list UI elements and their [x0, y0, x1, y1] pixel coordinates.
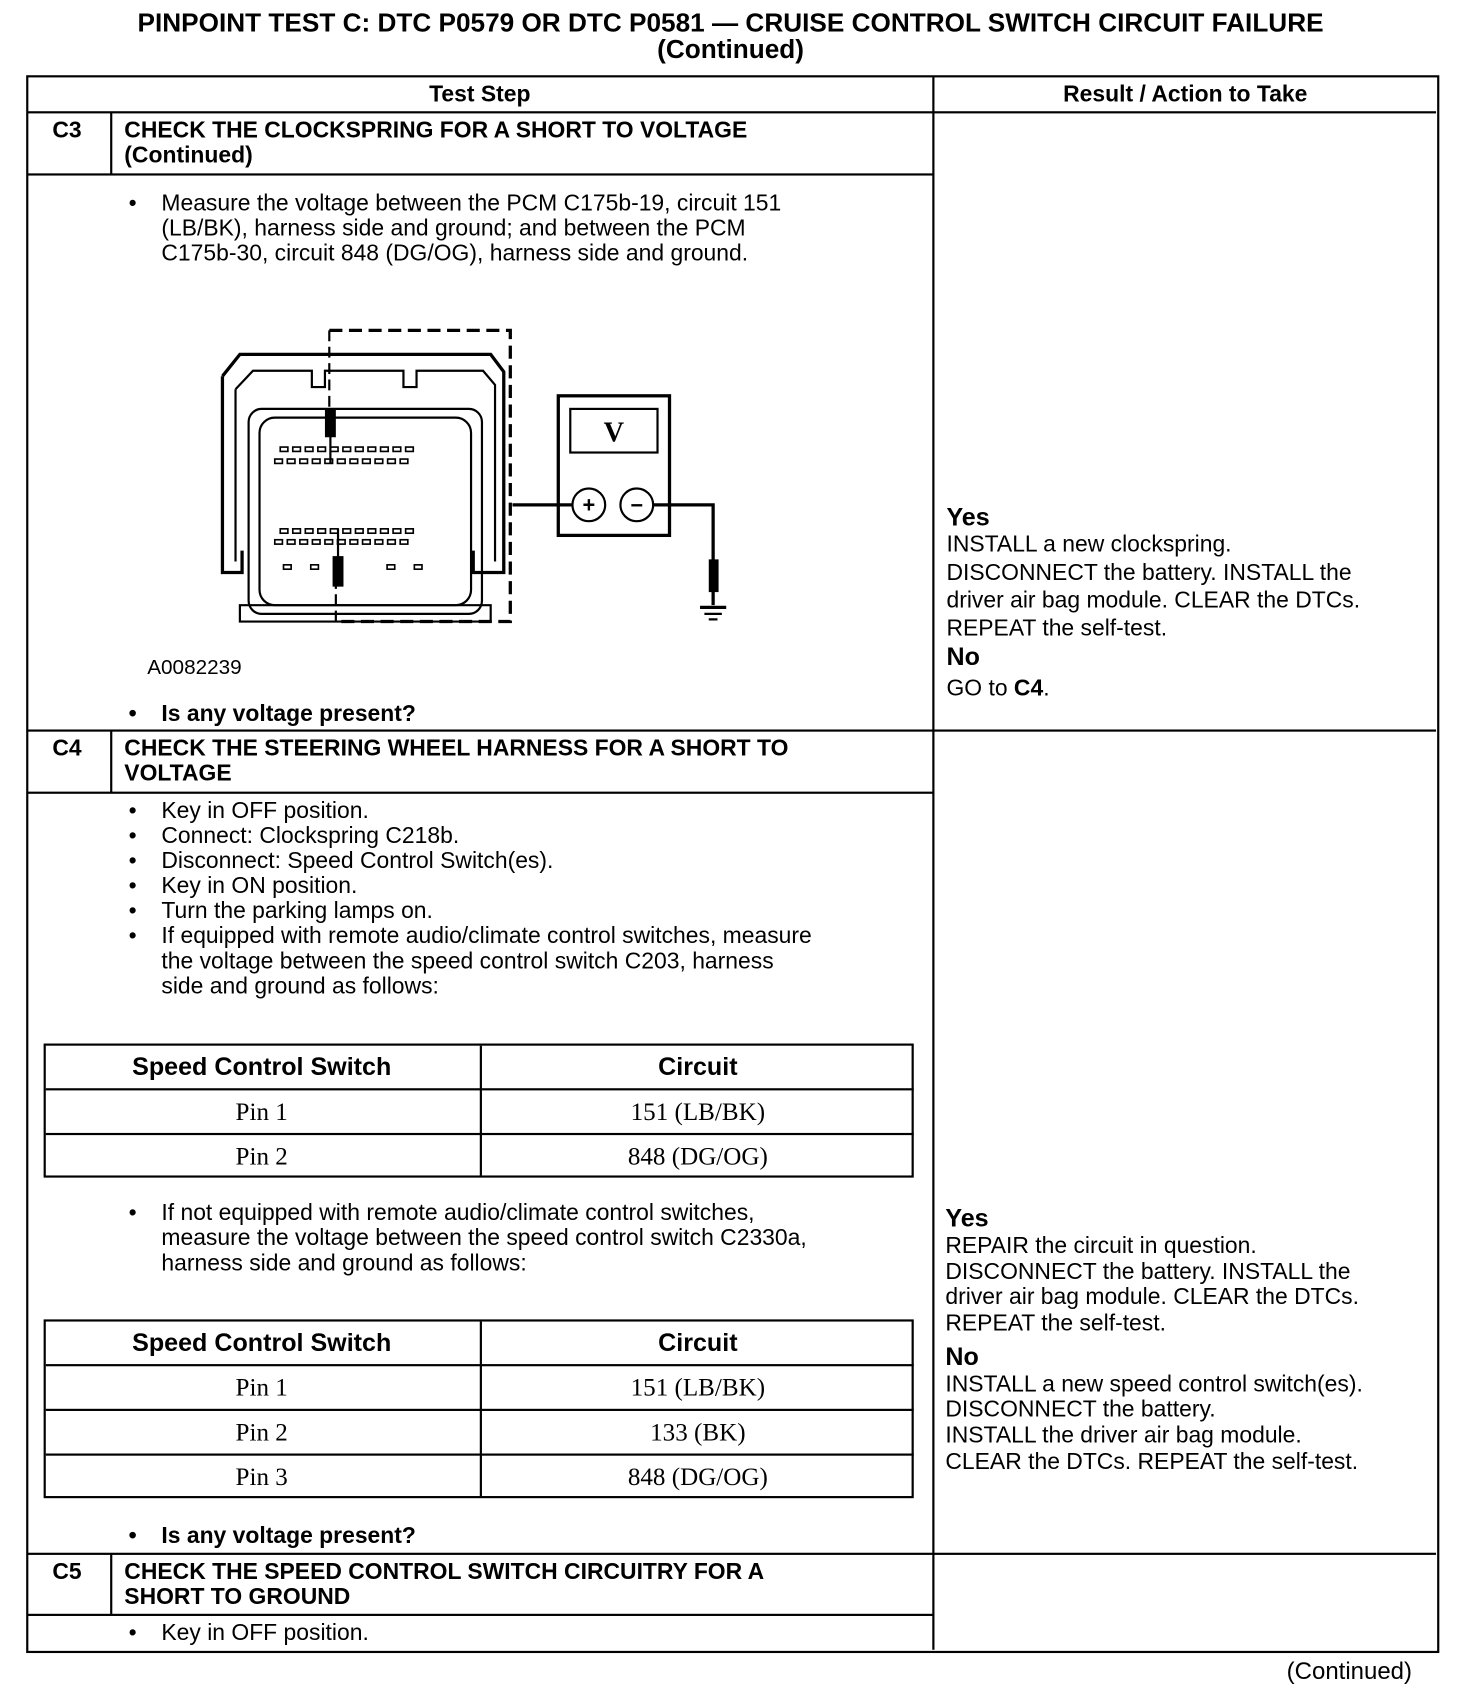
connector-pin	[406, 447, 414, 451]
meter-label: V	[603, 417, 625, 449]
bullet-text: Key in OFF position.	[161, 1620, 369, 1646]
connector-pin	[300, 459, 308, 463]
connector-pin	[381, 529, 389, 533]
negative-lead	[653, 505, 713, 605]
bullet-dot: •	[128, 873, 137, 899]
connector-pin	[393, 447, 401, 451]
connector-pin	[287, 540, 295, 544]
bullet-line: harness side and ground as follows:	[161, 1250, 527, 1276]
no-label: No	[946, 642, 980, 671]
bullet-line: Connect: Clockspring C218b.	[161, 823, 460, 849]
bullet-dot: •	[128, 798, 137, 824]
title-line: VOLTAGE	[124, 761, 232, 787]
connector-pin	[311, 565, 319, 569]
connector-pin	[387, 565, 395, 569]
bullet-c5: • Key in OFF position.	[128, 1620, 369, 1646]
header-divider	[27, 111, 1436, 113]
table-cell: 848 (DG/OG)	[627, 1463, 768, 1491]
bullet-line: C175b-30, circuit 848 (DG/OG), harness side and ground.	[161, 240, 749, 267]
connector-pin	[375, 459, 383, 463]
table-cell: 151 (LB/BK)	[630, 1098, 766, 1126]
pin-table-no-remote	[44, 1319, 914, 1498]
connector-pin	[393, 529, 401, 533]
bullet-dot: •	[128, 848, 137, 874]
step-id-divider	[110, 112, 112, 174]
result-line: REPAIR the circuit in question.	[945, 1233, 1257, 1259]
connector-pin	[406, 529, 414, 533]
bullet-line: measure the voltage between the speed control switch C2330a,	[161, 1225, 807, 1251]
connector-pin	[305, 447, 313, 451]
table-cell: 133 (BK)	[650, 1418, 746, 1446]
result-c4	[945, 1204, 1362, 1474]
title-line: CHECK THE SPEED CONTROL SWITCH CIRCUITRY FOR A	[124, 1559, 765, 1585]
connector-pin	[350, 459, 358, 463]
connector-pin	[284, 565, 292, 569]
connector-pin	[375, 540, 383, 544]
bullet-dot: •	[128, 923, 137, 949]
connector-pin	[350, 540, 358, 544]
bullet-line: If not equipped with remote audio/climate control switches,	[161, 1200, 755, 1226]
title-line: CHECK THE STEERING WHEEL HARNESS FOR A SHORT TO	[124, 736, 789, 762]
c4-bullet	[128, 823, 460, 849]
goto-c4-link[interactable]: C4	[1013, 676, 1044, 702]
result-line: INSTALL the driver air bag module.	[945, 1422, 1302, 1448]
table-column-divider	[480, 1322, 482, 1496]
page-title: PINPOINT TEST C: DTC P0579 OR DTC P0581 — CRUISE CONTROL SWITCH CIRCUIT FAILURE	[137, 8, 1324, 39]
connector-pin	[343, 447, 351, 451]
result-c3	[946, 503, 1360, 703]
bullet-line: (LB/BK), harness side and ground; and between the PCM	[161, 215, 746, 241]
step-title-c4	[124, 736, 788, 786]
header-result: Result / Action to Take	[1063, 81, 1308, 107]
plus-label: +	[582, 492, 596, 518]
bullet-line: Turn the parking lamps on.	[161, 898, 433, 924]
question-text: Is any voltage present?	[161, 1523, 416, 1549]
table-header: Speed Control Switch	[132, 1052, 392, 1081]
result-line: DISCONNECT the battery. INSTALL the	[946, 559, 1352, 585]
connector-pin	[368, 529, 376, 533]
connector-pin	[312, 459, 320, 463]
connector-voltage-diagram	[196, 322, 741, 638]
table-cell: 151 (LB/BK)	[630, 1373, 766, 1402]
c4-bullet	[128, 848, 554, 874]
connector-pin	[312, 540, 320, 544]
probe-pin-upper	[325, 409, 336, 437]
table-header: Circuit	[658, 1328, 738, 1357]
bullet-line: side and ground as follows:	[161, 973, 439, 999]
connector-pin	[368, 447, 376, 451]
connector-pin	[293, 447, 301, 451]
connector-pin	[287, 459, 295, 463]
ground-probe	[709, 559, 719, 592]
minus-label: −	[630, 492, 644, 518]
footer-continued: (Continued)	[1286, 1657, 1413, 1685]
connector-pin	[381, 447, 389, 451]
step-id-divider	[110, 731, 112, 793]
result-line: driver air bag module. CLEAR the DTCs.	[946, 587, 1361, 613]
c4-bullet	[128, 898, 433, 924]
row-divider	[27, 1614, 933, 1616]
result-line: CLEAR the DTCs. REPEAT the self-test.	[945, 1448, 1359, 1474]
header-test-step: Test Step	[429, 81, 531, 107]
connector-pin	[363, 540, 371, 544]
bullet-line: Disconnect: Speed Control Switch(es).	[161, 848, 554, 874]
table-cell: Pin 2	[235, 1418, 288, 1446]
bullet-line: Key in OFF position.	[161, 798, 369, 824]
table-cell: Pin 1	[235, 1098, 288, 1126]
bullet-dot: •	[128, 898, 137, 924]
yes-label: Yes	[945, 1203, 989, 1233]
bullet-measure: • Measure the voltage between the PCM C175b-19, circuit 151 (LB/BK), harness side and ground; and between the PCM C175b-30, circuit 848 (DG/OG), harness side and ground.	[128, 190, 782, 267]
connector-pin	[300, 540, 308, 544]
connector-pin	[355, 529, 363, 533]
connector-pin	[355, 447, 363, 451]
table-cell: Pin 2	[235, 1142, 288, 1170]
connector-pin	[275, 540, 283, 544]
c4-bullet	[128, 873, 358, 899]
bullet-line: Key in ON position.	[161, 873, 358, 899]
step-title-c3	[124, 118, 747, 168]
harness-side-outline	[329, 330, 510, 621]
goto-c4	[946, 675, 1360, 703]
connector-pin	[293, 529, 301, 533]
connector-pin	[275, 459, 283, 463]
connector-pin	[318, 447, 326, 451]
row-divider	[27, 792, 933, 794]
question-text: Is any voltage present?	[161, 701, 416, 727]
question-c4: • Is any voltage present?	[128, 1523, 416, 1549]
bullet-dot: •	[128, 823, 137, 849]
row-divider	[27, 729, 1436, 731]
probe-pin-lower	[333, 556, 344, 587]
table-cell: Pin 1	[235, 1373, 288, 1402]
bullet-not-equipped: • If not equipped with remote audio/climate control switches, measure the voltage between the speed control switch C2330a, harness side and ground as follows:	[128, 1200, 807, 1276]
c4-bullet	[128, 798, 369, 824]
figure-id: A0082239	[147, 656, 242, 680]
bullet-line: Measure the voltage between the PCM C175b-19, circuit 151	[161, 190, 782, 216]
goto-end: .	[1043, 676, 1050, 702]
result-line: REPEAT the self-test.	[945, 1310, 1166, 1336]
step-id-c5: C5	[52, 1559, 82, 1585]
bullet-line: If equipped with remote audio/climate control switches, measure	[161, 923, 812, 949]
title-line: CHECK THE CLOCKSPRING FOR A SHORT TO VOLTAGE	[124, 117, 748, 143]
step-title-c5	[124, 1559, 764, 1609]
table-cell: Pin 3	[235, 1463, 288, 1491]
result-line: DISCONNECT the battery. INSTALL the	[945, 1258, 1351, 1284]
connector-pin	[337, 459, 345, 463]
step-id-divider	[110, 1554, 112, 1615]
pin-table-remote	[44, 1044, 914, 1178]
table-header: Speed Control Switch	[132, 1328, 392, 1357]
result-line: DISCONNECT the battery.	[945, 1397, 1216, 1423]
connector-pin	[330, 529, 338, 533]
connector-pin	[325, 540, 333, 544]
row-divider	[27, 1553, 1436, 1555]
table-header: Circuit	[658, 1052, 738, 1081]
row-divider	[27, 173, 933, 175]
no-label: No	[945, 1341, 979, 1371]
connector-pin	[280, 529, 288, 533]
connector-pin	[400, 540, 408, 544]
title-line: (Continued)	[124, 142, 253, 168]
yes-label: Yes	[946, 502, 990, 532]
connector-pin	[343, 529, 351, 533]
table-cell: 848 (DG/OG)	[627, 1142, 768, 1170]
result-line: REPEAT the self-test.	[946, 615, 1168, 641]
result-line: driver air bag module. CLEAR the DTCs.	[945, 1284, 1359, 1310]
title-line: SHORT TO GROUND	[124, 1584, 351, 1610]
result-line: INSTALL a new speed control switch(es).	[945, 1371, 1363, 1397]
step-id-c3: C3	[52, 117, 82, 143]
connector-pin	[388, 459, 396, 463]
step-id-c4: C4	[52, 736, 82, 762]
column-divider	[932, 76, 934, 1649]
connector-pin	[388, 540, 396, 544]
result-line: INSTALL a new clockspring.	[946, 532, 1232, 558]
bullet-line: the voltage between the speed control switch C203, harness	[161, 948, 774, 974]
page-title-continued: (Continued)	[657, 34, 804, 65]
connector-pin	[400, 459, 408, 463]
connector-pin	[363, 459, 371, 463]
c4-bullet	[128, 923, 812, 999]
question-c3: • Is any voltage present?	[128, 701, 416, 727]
connector-pin	[280, 447, 288, 451]
connector-pin	[305, 529, 313, 533]
connector-pin	[330, 447, 338, 451]
table-column-divider	[480, 1046, 482, 1176]
goto-text: GO to	[946, 676, 1014, 702]
connector-pin	[318, 529, 326, 533]
connector-pin	[414, 565, 422, 569]
